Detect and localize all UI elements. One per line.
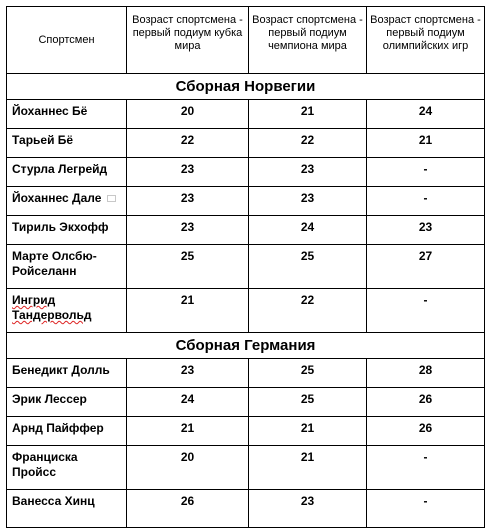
world-champ-age[interactable]: 22 <box>249 129 367 158</box>
athlete-name[interactable]: Стурла Легрейд <box>7 158 127 187</box>
world-cup-age[interactable]: 21 <box>127 417 249 446</box>
world-cup-age[interactable]: 25 <box>127 245 249 289</box>
world-champ-age[interactable]: 23 <box>249 490 367 528</box>
world-champ-age[interactable]: 22 <box>249 289 367 333</box>
world-champ-age[interactable]: 25 <box>249 245 367 289</box>
olympics-age[interactable]: - <box>367 289 485 333</box>
header-world-championship[interactable]: Возраст спортсмена - первый подиум чемпиона мира <box>249 7 367 74</box>
athlete-name-cell[interactable] <box>7 187 127 216</box>
world-champ-age[interactable]: 24 <box>249 216 367 245</box>
athlete-name[interactable]: Франциска Пройсс <box>7 446 127 490</box>
world-cup-age[interactable]: 23 <box>127 216 249 245</box>
table-row <box>7 245 485 289</box>
world-cup-age[interactable]: 26 <box>127 490 249 528</box>
world-champ-age[interactable]: 25 <box>249 388 367 417</box>
olympics-age[interactable]: 21 <box>367 129 485 158</box>
athlete-name[interactable]: Тириль Экхофф <box>7 216 127 245</box>
group-title-norway[interactable]: Сборная Норвегии <box>7 74 485 100</box>
olympics-age[interactable]: 24 <box>367 100 485 129</box>
athlete-name[interactable]: Эрик Лессер <box>7 388 127 417</box>
olympics-age[interactable]: 27 <box>367 245 485 289</box>
world-champ-age[interactable]: 25 <box>249 359 367 388</box>
header-olympics[interactable]: Возраст спортсмена - первый подиум олимпийских игр <box>367 7 485 74</box>
athlete-name[interactable]: Тарьей Бё <box>7 129 127 158</box>
table-row <box>7 359 485 388</box>
table-row <box>7 100 485 129</box>
table-row <box>7 417 485 446</box>
world-cup-age[interactable]: 23 <box>127 359 249 388</box>
table-row <box>7 129 485 158</box>
table-row <box>7 187 485 216</box>
athlete-name-cell[interactable] <box>7 289 127 333</box>
olympics-age[interactable]: 26 <box>367 388 485 417</box>
world-champ-age[interactable]: 21 <box>249 100 367 129</box>
header-row <box>7 7 485 74</box>
athlete-name[interactable]: Бенедикт Долль <box>7 359 127 388</box>
table-row <box>7 216 485 245</box>
world-champ-age[interactable]: 23 <box>249 158 367 187</box>
athlete-name[interactable]: Йоханнес Бё <box>7 100 127 129</box>
group-row-norway <box>7 74 485 100</box>
athlete-name[interactable]: Ванесса Хинц <box>7 490 127 528</box>
group-title-germany[interactable]: Сборная Германия <box>7 333 485 359</box>
table-row <box>7 289 485 333</box>
athlete-name: Йоханнес Дале <box>12 191 102 205</box>
athlete-name: Ингрид Тандервольд <box>12 293 92 322</box>
athlete-name[interactable]: Марте Олсбю-Ройселанн <box>7 245 127 289</box>
dropdown-toggle-icon[interactable] <box>107 195 116 202</box>
world-cup-age[interactable]: 24 <box>127 388 249 417</box>
world-champ-age[interactable]: 21 <box>249 417 367 446</box>
table-row <box>7 158 485 187</box>
world-champ-age[interactable]: 21 <box>249 446 367 490</box>
athlete-podium-table <box>6 6 485 528</box>
table-row <box>7 388 485 417</box>
world-cup-age[interactable]: 22 <box>127 129 249 158</box>
header-athlete[interactable]: Спортсмен <box>7 7 127 74</box>
group-row-germany <box>7 333 485 359</box>
olympics-age[interactable]: - <box>367 187 485 216</box>
header-world-cup[interactable]: Возраст спортсмена - первый подиум кубка мира <box>127 7 249 74</box>
olympics-age[interactable]: 28 <box>367 359 485 388</box>
world-cup-age[interactable]: 20 <box>127 100 249 129</box>
olympics-age[interactable]: 23 <box>367 216 485 245</box>
olympics-age[interactable]: 26 <box>367 417 485 446</box>
table-row <box>7 490 485 528</box>
table-row <box>7 446 485 490</box>
world-cup-age[interactable]: 23 <box>127 187 249 216</box>
olympics-age[interactable]: - <box>367 446 485 490</box>
olympics-age[interactable]: - <box>367 158 485 187</box>
world-cup-age[interactable]: 20 <box>127 446 249 490</box>
athlete-name[interactable]: Арнд Пайффер <box>7 417 127 446</box>
world-cup-age[interactable]: 23 <box>127 158 249 187</box>
olympics-age[interactable]: - <box>367 490 485 528</box>
world-champ-age[interactable]: 23 <box>249 187 367 216</box>
world-cup-age[interactable]: 21 <box>127 289 249 333</box>
